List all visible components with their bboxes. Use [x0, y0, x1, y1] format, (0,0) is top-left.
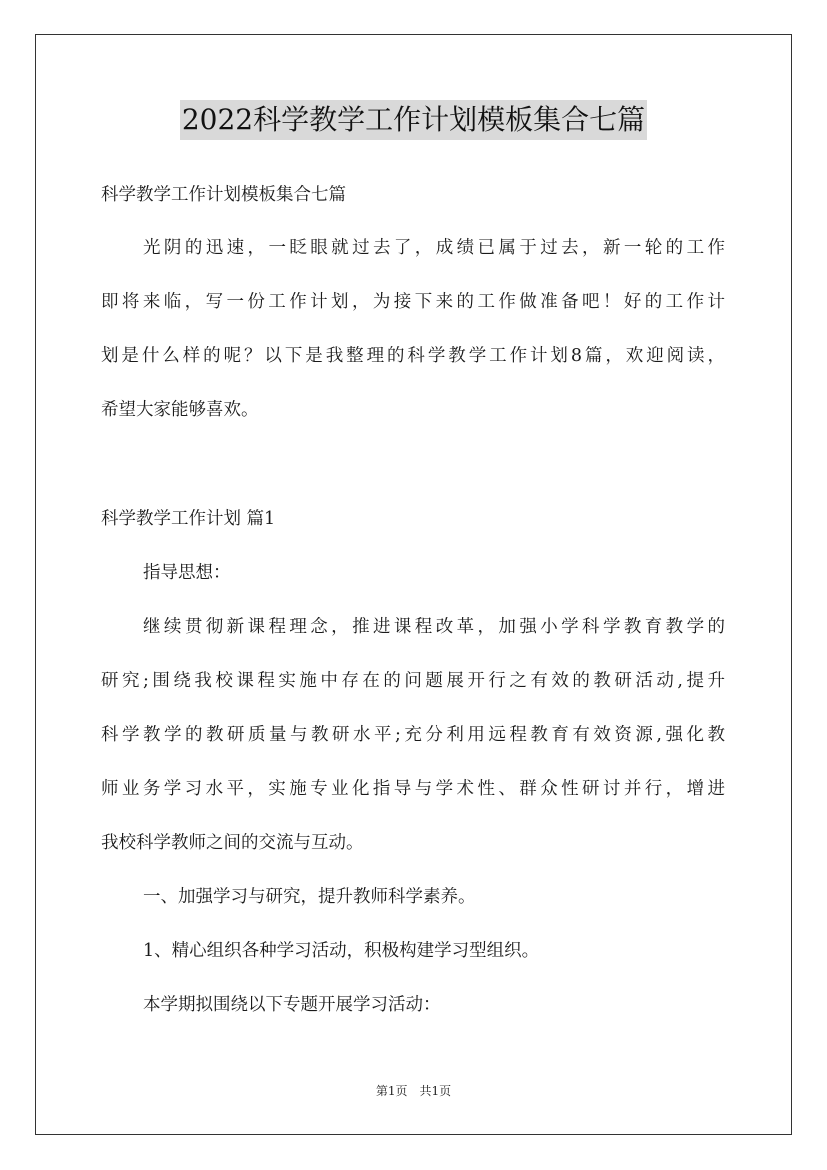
guiding-line-2: 研究;围绕我校课程实施中存在的问题展开行之有效的教研活动,提升 [101, 671, 725, 691]
point-1-2: 本学期拟围绕以下专题开展学习活动： [143, 995, 441, 1015]
document-subtitle: 科学教学工作计划模板集合七篇 [101, 185, 346, 205]
page-number-total: 共1页 [419, 1084, 452, 1098]
intro-line-1: 光阴的迅速，一眨眼就过去了，成绩已属于过去，新一轮的工作 [143, 238, 725, 258]
guiding-line-3: 科学教学的教研质量与教研水平;充分利用远程教育有效资源,强化教 [101, 725, 725, 745]
intro-line-4: 希望大家能够喜欢。 [101, 400, 259, 420]
guiding-line-5: 我校科学教师之间的交流与互动。 [101, 833, 364, 853]
intro-line-3: 划是什么样的呢？以下是我整理的科学教学工作计划8篇，欢迎阅读， [101, 346, 725, 366]
guiding-label: 指导思想： [143, 563, 231, 583]
title-wrap [0, 100, 827, 140]
point-1: 一、加强学习与研究，提升教师科学素养。 [143, 887, 476, 907]
page-number-current: 第1页 [375, 1084, 408, 1098]
guiding-line-1: 继续贯彻新课程理念，推进课程改革，加强小学科学教育教学的 [143, 617, 725, 637]
intro-line-2: 即将来临，写一份工作计划，为接下来的工作做准备吧！好的工作计 [101, 292, 725, 312]
document-title: 2022科学教学工作计划模板集合七篇 [180, 100, 647, 140]
section-heading: 科学教学工作计划 篇1 [101, 509, 276, 529]
page-footer [0, 1083, 827, 1099]
guiding-line-4: 师业务学习水平，实施专业化指导与学术性、群众性研讨并行，增进 [101, 779, 725, 799]
point-1-1: 1、精心组织各种学习活动，积极构建学习型组织。 [143, 941, 540, 961]
